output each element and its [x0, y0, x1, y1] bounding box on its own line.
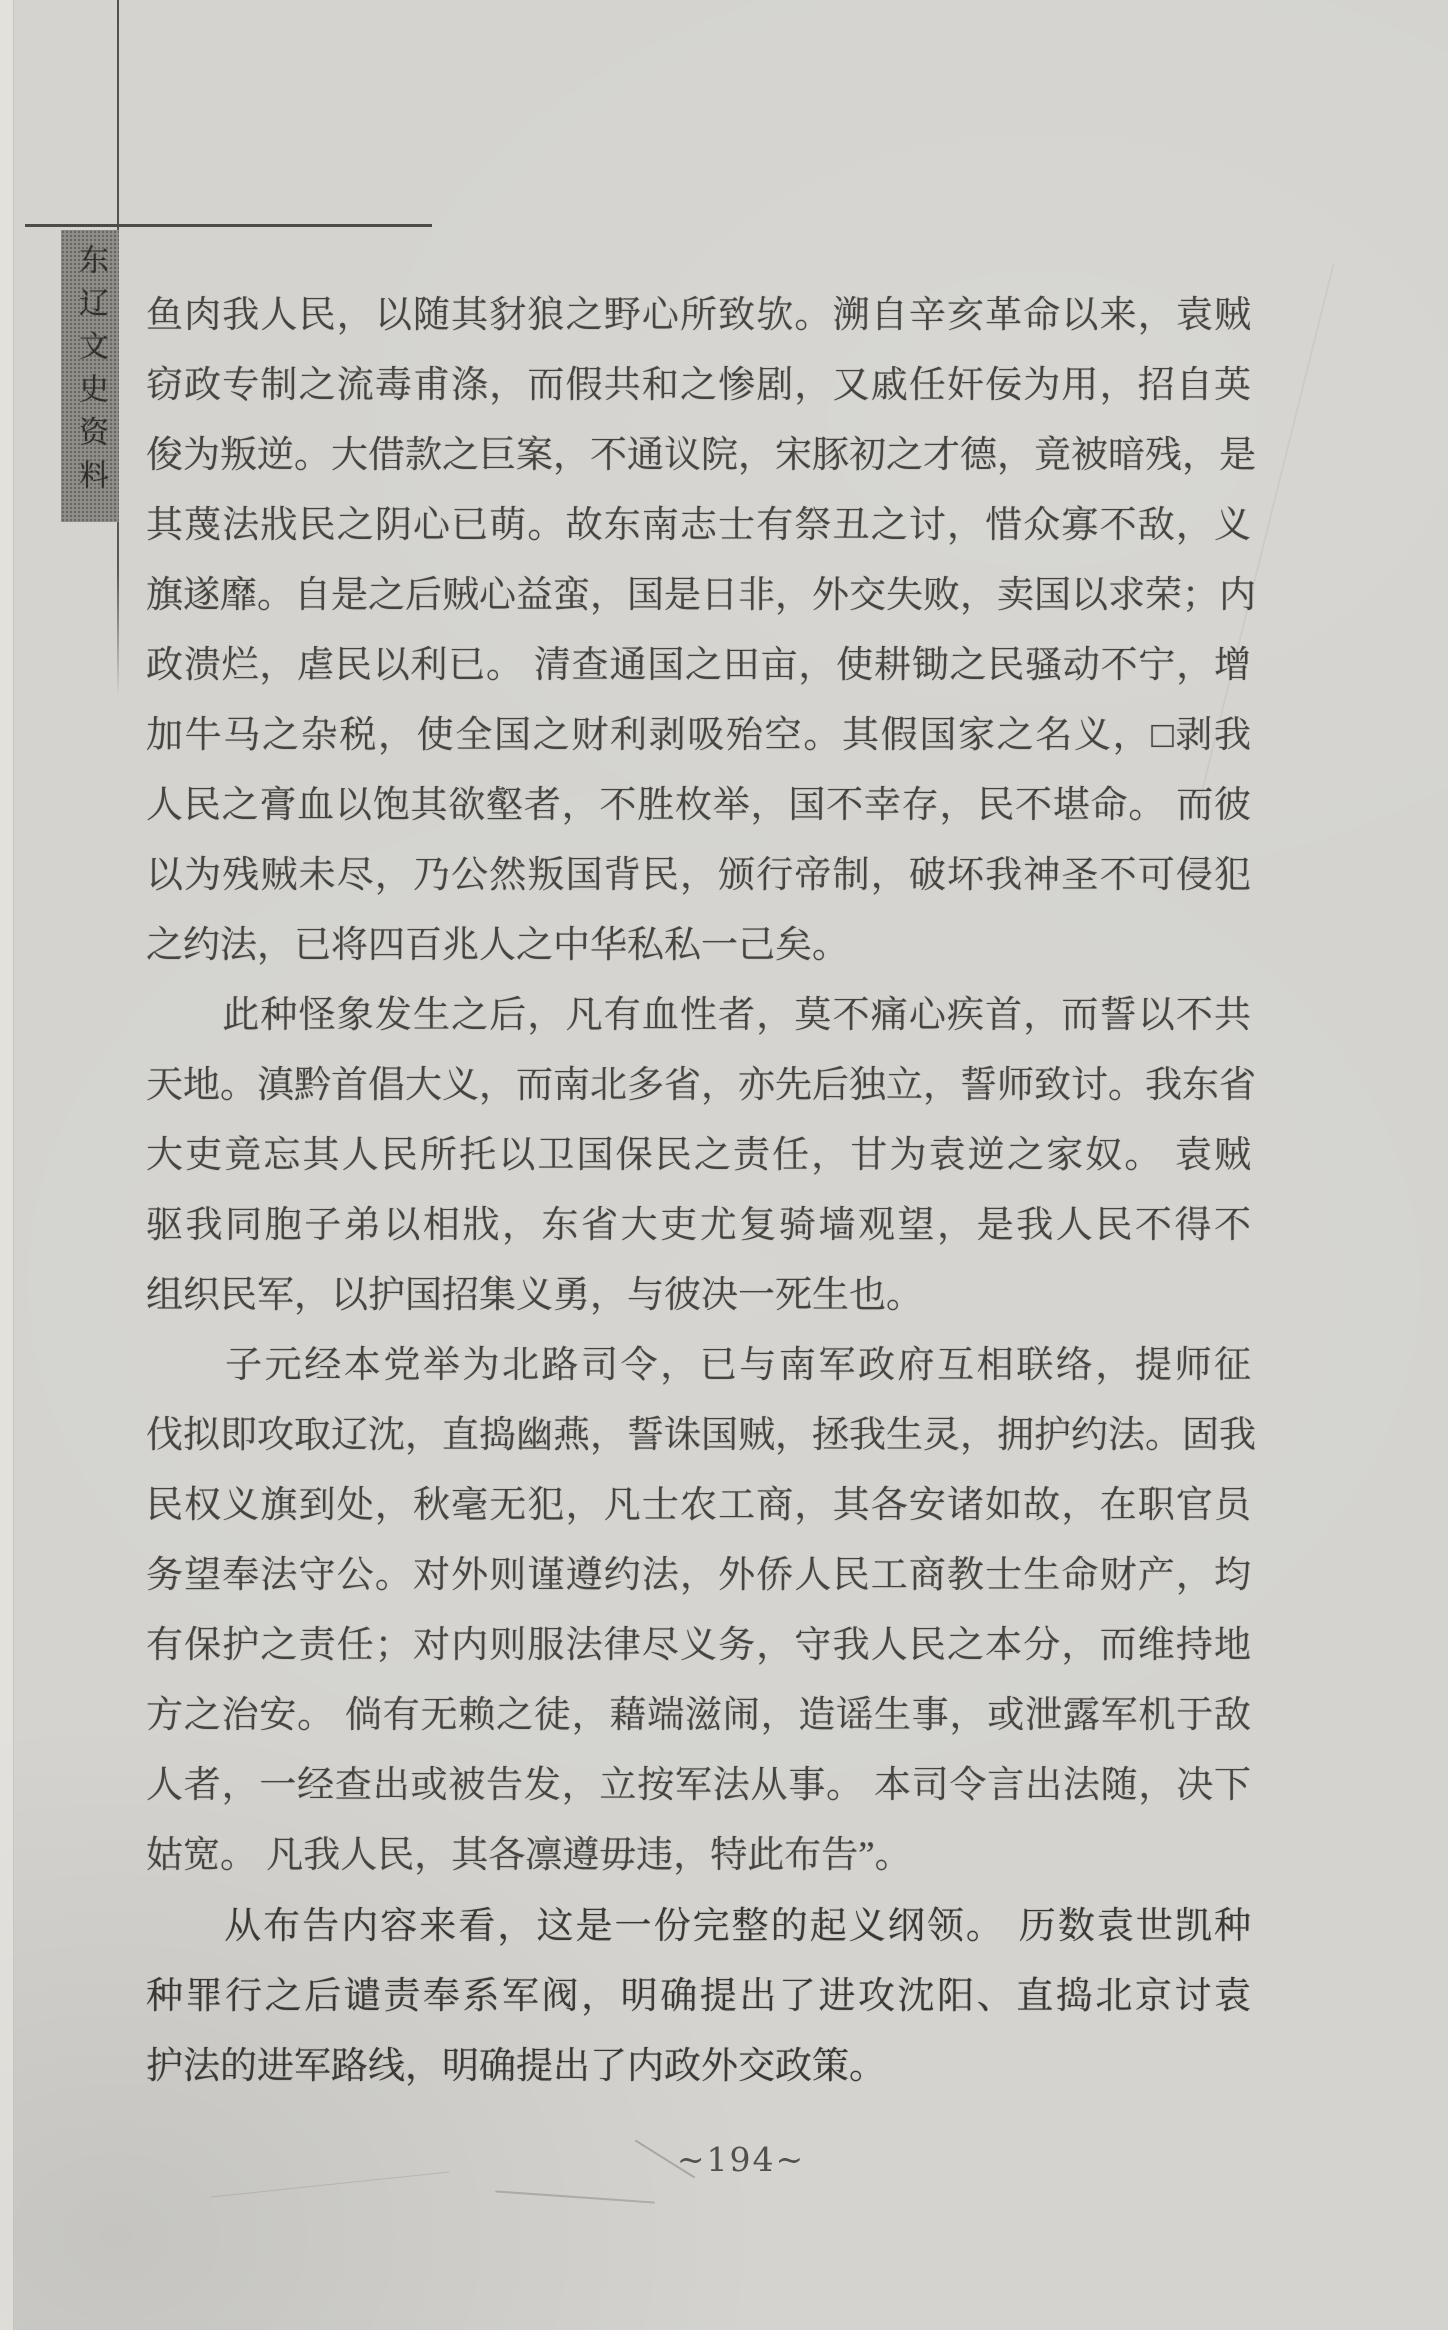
text-line: 护法的进军路线，明确提出了内政外交政策。 [146, 2044, 886, 2087]
text-block [146, 281, 1256, 2101]
text-line: 姑宽。 凡我人民，其各凛遵毋违，特此布告”。 [146, 1835, 912, 1876]
text-line: 务望奉法守公。对外则谨遵约法，外侨人民工商教士生命财产，均 [146, 1555, 1251, 1596]
text-line: 政溃烂，虐民以利已。 清查通国之田亩，使耕锄之民骚动不宁，增 [146, 645, 1251, 686]
text-line: 有保护之责任；对内则服法律尽义务，守我人民之本分，而维持地 [146, 1625, 1251, 1666]
text-line: 方之治安。 倘有无赖之徒，藉端滋闹，造谣生事，或泄露军机于敌 [146, 1695, 1251, 1736]
text-line: 大吏竟忘其人民所托以卫国保民之责任，甘为袁逆之家奴。 袁贼 [146, 1135, 1251, 1176]
text-line: 伐拟即攻取辽沈，直捣幽燕，誓诛国贼，拯我生灵，拥护约法。固我 [146, 1415, 1256, 1456]
text-line: 天地。滇黔首倡大义，而南北多省，亦先后独立，誓师致讨。我东省 [146, 1065, 1256, 1106]
scan-scuff-mark [495, 2190, 655, 2203]
text-line: 组织民军，以护国招集义勇，与彼决一死生也。 [146, 1275, 923, 1316]
text-line: 人者，一经查出或被告发，立按军法从事。 本司令言出法随，决下 [146, 1765, 1251, 1806]
text-line: 之约法，已将四百兆人之中华私私一己矣。 [146, 925, 849, 966]
text-line: 子元经本党举为北路司令，已与南军政府互相联络，提师征 [146, 1345, 1251, 1386]
text-line: 民权义旗到处，秋毫无犯，凡士农工商，其各安诸如故，在职官员 [146, 1485, 1251, 1526]
text-line: 旗遂靡。自是之后贼心益蛮，国是日非，外交失败，卖国以求荣；内 [146, 575, 1256, 616]
series-tab-label: 东辽文史资料 [74, 244, 107, 502]
text-line: 驱我同胞子弟以相戕，东省大吏尤复骑墙观望，是我人民不得不 [146, 1205, 1251, 1246]
text-line: 以为残贼未尽，乃公然叛国背民，颁行帝制，破坏我神圣不可侵犯 [146, 855, 1251, 896]
text-line: 加牛马之杂税，使全国之财利剥吸殆空。其假国家之名义，□剥我 [146, 715, 1251, 756]
series-tab [61, 230, 119, 522]
text-line: 窃政专制之流毒甫涤，而假共和之惨剧，又戚任奸佞为用，招自英 [146, 365, 1251, 406]
text-line: 此种怪象发生之后，凡有血性者，莫不痛心疾首，而誓以不共 [146, 995, 1251, 1036]
text-line: 俊为叛逆。大借款之巨案，不通议院，宋豚初之才德，竟被暗残，是 [146, 435, 1256, 476]
text-line: 其蔑法戕民之阴心已萌。故东南志士有祭丑之讨，惜众寡不敌，义 [146, 505, 1251, 546]
page-edge [0, 0, 14, 2330]
text-line: 种罪行之后谴责奉系军阀，明确提出了进攻沈阳、直捣北京讨袁 [146, 1974, 1251, 2017]
margin-horizontal-rule [25, 224, 432, 227]
page-number: ~194~ [676, 2140, 806, 2179]
text-line: 从布告内容来看，这是一份完整的起义纲领。 历数袁世凯种 [146, 1904, 1251, 1947]
text-line: 鱼肉我人民，以随其豺狼之野心所致欤。溯自辛亥革命以来，袁贼 [146, 295, 1251, 336]
text-line: 人民之膏血以饱其欲壑者，不胜枚举，国不幸存，民不堪命。 而彼 [146, 785, 1251, 826]
